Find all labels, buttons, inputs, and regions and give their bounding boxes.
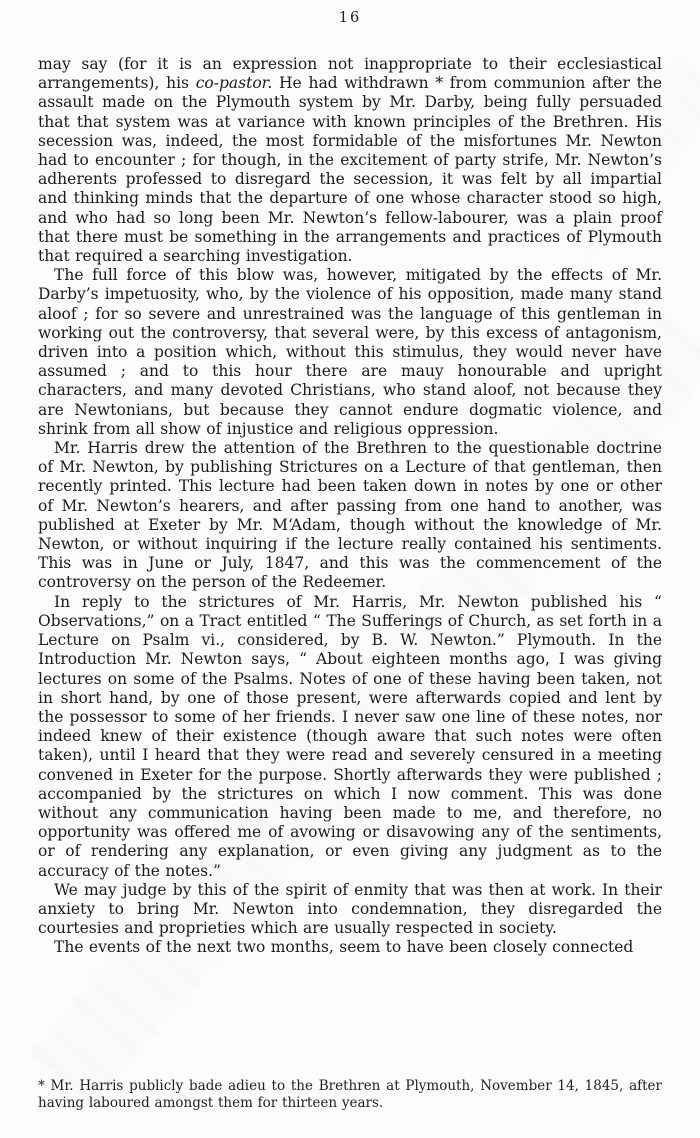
paragraph	[38, 593, 662, 881]
page-number: 16	[338, 10, 362, 26]
paragraph	[38, 55, 662, 266]
paragraph-text: Mr. Harris drew the attention of the Brethren to the questionable doctrine of Mr. Newton, by publishing Strictures on a Lecture of that gentleman, then recently printed. This lecture had been taken down in notes by one or other of Mr. Newton’s hearers, and after passing from one hand to another, was published at Exeter by Mr. M‘Adam, though without the knowledge of Mr. Newton, or without inquiring if the lecture really contained his sentiments. This was in June or July, 1847, and this was the commencement of the controversy on the person of the Redeemer.	[38, 439, 662, 592]
paragraph	[38, 881, 662, 939]
paragraph-text: The events of the next two months, seem to have been closely connected	[54, 938, 634, 957]
paragraph-text: We may judge by this of the spirit of enmity that was then at work. In their anxiety to bring Mr. Newton into condemnation, they disregarded the courtesies and proprieties which are usually respected in society.	[38, 880, 662, 938]
paragraph-text: The full force of this blow was, however, mitigated by the effects of Mr. Darby’s impetuosity, who, by the violence of his opposition, made many stand aloof ; for so severe and unrestrained was the language of this gentleman in working out the controversy, that several were, by this excess of antagonism, driven into a position which, without this stimulus, they would never have assumed ; and to this hour there are mauy honourable and upright characters, and many devoted Christians, who stand aloof, not because they are Newtonians, but because they cannot endure dogmatic violence, and shrink from all show of injustice and religious oppression.	[38, 266, 662, 438]
paragraph-text: may say (for it is an expression not inappropriate to their ecclesiastical arrangements), his	[38, 55, 662, 93]
paragraph-text-italic: co-pastor.	[195, 74, 273, 93]
paragraph	[38, 266, 662, 439]
paragraph	[38, 938, 662, 957]
paragraph-text: In reply to the strictures of Mr. Harris, Mr. Newton published his “ Observations,” on a Tract entitled “ The Sufferings of Church, as set forth in a Lecture on Psalm vi., considered, by B. W. Newton.” Plymouth. In the Introduction Mr. Newton says, “ About eighteen months ago, I was giving lectures on some of the Psalms. Notes of one of these having been taken, not in short hand, by one of those present, were afterwards copied and lent by the possessor to some of her friends. I never saw one line of these notes, nor indeed knew of their existence (though aware that such notes were often taken), until I heard that they were read and severely censured in a meeting convened in Exeter for the purpose. Shortly afterwards they were published ; accompanied by the strictures on which I now comment. This was done without any communication having been made to me, and therefore, no opportunity was offered me of avowing or disavowing any of the sentiments, or of rendering any explanation, or even giving any judgment as to the accuracy of the notes.”	[38, 592, 662, 880]
body-text	[38, 55, 662, 958]
paragraph	[38, 439, 662, 593]
paragraph-text: He had withdrawn * from communion after the assault made on the Plymouth system by Mr. Darby, being fully persuaded that that system was at variance with known principles of the Brethren. His secession was, indeed, the most formidable of the misfortunes Mr. Newton had to encounter ; for though, in the excitement of party strife, Mr. Newton’s adherents professed to disregard the secession, it was felt by all impartial and thinking minds that the departure of one whose character stood so high, and who had so long been Mr. Newton’s fellow-labourer, was a plain proof that there must be something in the arrangements and practices of Plymouth that required a searching investigation.	[38, 74, 662, 266]
footnote: * Mr. Harris publicly bade adieu to the Brethren at Plymouth, November 14, 1845, after having laboured amongst them for thirteen years.	[38, 1078, 662, 1111]
